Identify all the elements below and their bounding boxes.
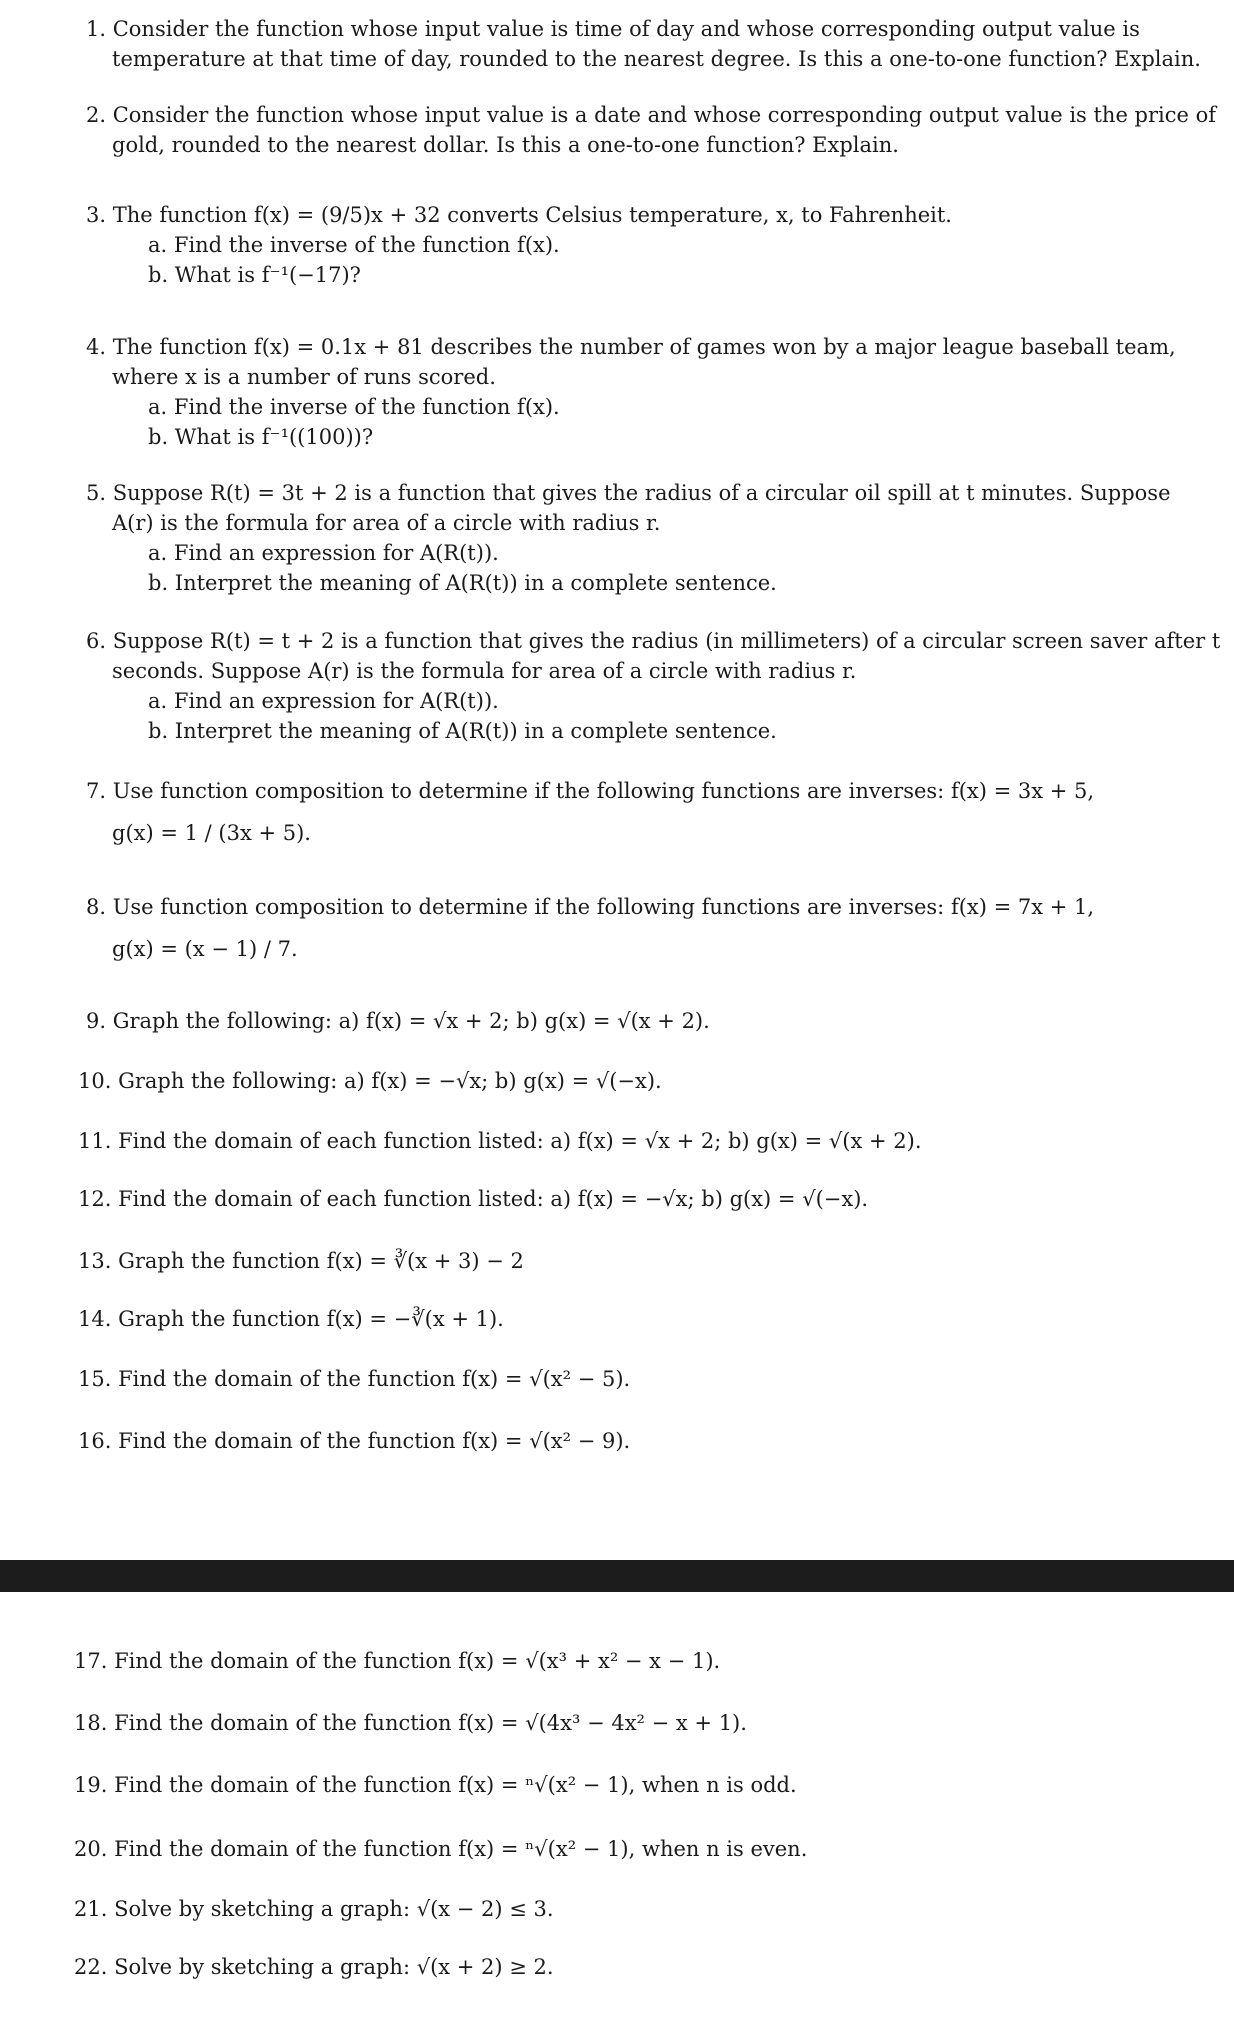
problem-5 xyxy=(86,478,1171,598)
problem-9: 9. Graph the following: a) f(x) = √x + 2; b) g(x) = √(x + 2). xyxy=(86,1009,710,1033)
problem-13: 13. Graph the function f(x) = ∛(x + 3) − 2 xyxy=(78,1249,524,1273)
problem-14: 14. Graph the function f(x) = −∛(x + 1). xyxy=(78,1307,504,1331)
problem-8-line-1: 8. Use function composition to determine if the following functions are inverses: f(x) = 7x + 1, xyxy=(86,895,1095,919)
problem-4-line-1: 4. The function f(x) = 0.1x + 81 describes the number of games won by a major league baseball team, xyxy=(86,335,1176,359)
problem-6 xyxy=(86,626,1220,746)
problem-4-part-b: b. What is f⁻¹((100))? xyxy=(148,425,374,449)
problem-18: 18. Find the domain of the function f(x) = √(4x³ − 4x² − x + 1). xyxy=(74,1711,747,1735)
problem-1 xyxy=(86,14,1201,74)
problem-2-line-2: gold, rounded to the nearest dollar. Is this a one-to-one function? Explain. xyxy=(112,133,899,157)
problem-19: 19. Find the domain of the function f(x) = ⁿ√(x² − 1), when n is odd. xyxy=(74,1773,797,1797)
problem-10: 10. Graph the following: a) f(x) = −√x; b) g(x) = √(−x). xyxy=(78,1069,662,1093)
problem-1-line-1: 1. Consider the function whose input value is time of day and whose corresponding output value is xyxy=(86,17,1140,41)
problem-22: 22. Solve by sketching a graph: √(x + 2) ≥ 2. xyxy=(74,1955,554,1979)
problem-1-line-2: temperature at that time of day, rounded to the nearest degree. Is this a one-to-one function? Explain. xyxy=(112,47,1201,71)
problem-11: 11. Find the domain of each function listed: a) f(x) = √x + 2; b) g(x) = √(x + 2). xyxy=(78,1129,922,1153)
problem-8 xyxy=(86,892,1094,964)
problem-3-line-1: 3. The function f(x) = (9/5)x + 32 converts Celsius temperature, x, to Fahrenheit. xyxy=(86,203,952,227)
problem-5-line-2: A(r) is the formula for area of a circle with radius r. xyxy=(112,511,661,535)
problem-3 xyxy=(86,200,952,290)
problem-4 xyxy=(86,332,1176,452)
problem-16: 16. Find the domain of the function f(x) = √(x² − 9). xyxy=(78,1429,631,1453)
page-divider-bar xyxy=(0,1560,1234,1592)
problem-3-part-a: a. Find the inverse of the function f(x). xyxy=(148,233,560,257)
problem-8-line-2: g(x) = (x − 1) / 7. xyxy=(112,937,298,961)
problem-20: 20. Find the domain of the function f(x) = ⁿ√(x² − 1), when n is even. xyxy=(74,1837,808,1861)
problem-21: 21. Solve by sketching a graph: √(x − 2) ≤ 3. xyxy=(74,1897,554,1921)
problem-6-line-2: seconds. Suppose A(r) is the formula for area of a circle with radius r. xyxy=(112,659,857,683)
problem-15: 15. Find the domain of the function f(x) = √(x² − 5). xyxy=(78,1367,631,1391)
problem-6-part-a: a. Find an expression for A(R(t)). xyxy=(148,689,499,713)
problem-6-line-1: 6. Suppose R(t) = t + 2 is a function that gives the radius (in millimeters) of a circular screen saver after t xyxy=(86,629,1221,653)
problem-2-line-1: 2. Consider the function whose input value is a date and whose corresponding output value is the price of xyxy=(86,103,1217,127)
problem-12: 12. Find the domain of each function listed: a) f(x) = −√x; b) g(x) = √(−x). xyxy=(78,1187,869,1211)
problem-4-line-2: where x is a number of runs scored. xyxy=(112,365,496,389)
problem-7-line-1: 7. Use function composition to determine if the following functions are inverses: f(x) = 3x + 5, xyxy=(86,779,1095,803)
problem-7 xyxy=(86,776,1094,848)
problem-3-part-b: b. What is f⁻¹(−17)? xyxy=(148,263,361,287)
problem-7-line-2: g(x) = 1 / (3x + 5). xyxy=(112,821,311,845)
problem-6-part-b: b. Interpret the meaning of A(R(t)) in a complete sentence. xyxy=(148,719,777,743)
problem-4-part-a: a. Find the inverse of the function f(x). xyxy=(148,395,560,419)
problem-5-part-b: b. Interpret the meaning of A(R(t)) in a complete sentence. xyxy=(148,571,777,595)
problem-2 xyxy=(86,100,1216,160)
problem-5-part-a: a. Find an expression for A(R(t)). xyxy=(148,541,499,565)
problem-5-line-1: 5. Suppose R(t) = 3t + 2 is a function that gives the radius of a circular oil spill at t minutes. Suppose xyxy=(86,481,1171,505)
problem-17: 17. Find the domain of the function f(x) = √(x³ + x² − x − 1). xyxy=(74,1649,721,1673)
